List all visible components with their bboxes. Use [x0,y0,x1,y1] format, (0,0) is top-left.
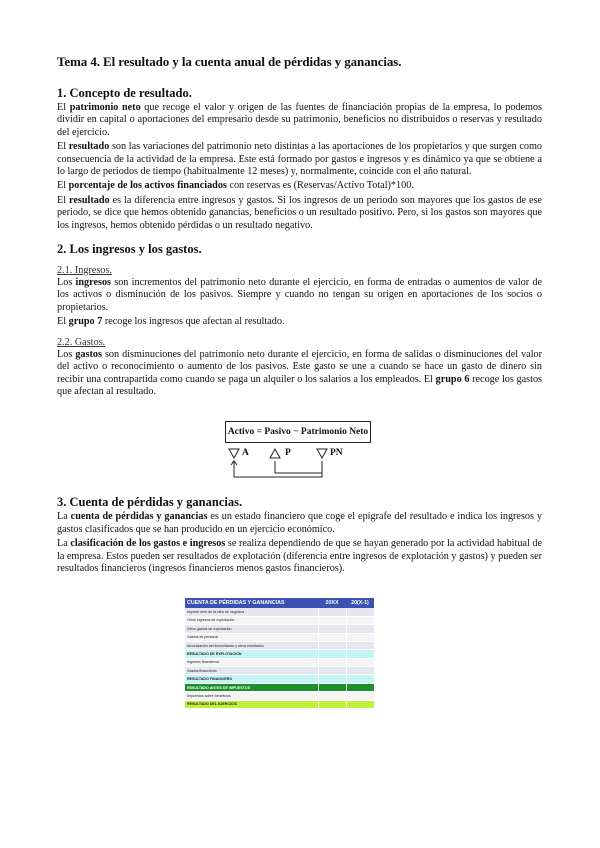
inner-connector-line [275,461,322,473]
subsection-gastos: 2.2. Gastos. [57,336,106,348]
term-resultado: resultado [68,141,110,153]
equity-down-triangle-icon [317,449,327,458]
asset-down-triangle-icon [229,449,239,458]
s1-paragraph-2: El resultado son las variaciones del patrimonio neto distintas a las aportaciones de los propietarios y que surgen como consecuencia de la actividad de la empresa. Este está formado por gastos e ingresos y es dinámico ya que se obtiene a lo largo de periodos de tiempo (habitualmente 12 meses) y, normalmente, coincide con el año natural. [57,141,542,178]
liability-up-triangle-icon [270,449,280,458]
label-patrimonio-neto: PN [330,448,343,459]
profit-loss-table [185,598,374,709]
table-row: Importe neto de la cifra de negocios [185,608,374,616]
section-2-heading: 2. Los ingresos y los gastos. [57,242,202,257]
equation-box: Activo = Pasivo − Patrimonio Neto [225,421,371,443]
term-grupo-7: grupo 7 [68,316,103,328]
s2-paragraph-3: Los gastos son disminuciones del patrimonio neto durante el ejercicio, en forma de salidas o disminuciones del valor del activo o reconocimiento o aumento de los pasivos. Este gasto se une a cuando se hace un gasto de dinero sin recibir una contrapartida como cuando se paga un alquiler o los salarios a los empleados. El grupo 6 recoge los gastos que afectan al resultado. [57,348,543,397]
s3-paragraph-1: La cuenta de pérdidas y ganancias es un estado financiero que coge el epígrafe del resultado e indica los ingresos y gastos clasificados que se han producido en un ejercicio económico. [57,511,542,535]
subsection-ingresos: 2.1. Ingresos. [57,265,112,277]
term-porcentaje: porcentaje de los activos financiados [68,180,227,192]
header-year-current: 20XX [318,598,346,608]
s2-paragraph-2: El grupo 7 recoge los ingresos que afectan al resultado. [57,316,285,328]
s3-paragraph-2: La clasificación de los gastos e ingresos se realiza dependiendo de que se hayan generado por la actividad habitual de la empresa. Estos pueden ser resultados de explotación (diferencia entre ingresos de explotación y gastos) y pueden ser resultados financieros (ingresos financieros menos gastos financieros). [57,538,542,574]
table-header-row [185,598,374,608]
table-row: Otros ingresos de explotación [185,616,374,624]
s1-paragraph-1: El patrimonio neto que recoge el valor y origen de las fuentes de financiación propias de la empresa, lo podemos dividir en capital o aportaciones del empresario desde su patrimonio, beneficios no distribuidos o reservas y resultado del ejercicio. [57,102,542,138]
table-row-subtotal: RESULTADO FINANCIERO [185,675,374,683]
section-1-heading: 1. Concepto de resultado. [57,86,192,100]
term-patrimonio-neto: patrimonio neto [69,102,141,113]
outer-connector-line [234,461,322,477]
term-cuenta-pyg: cuenta de pérdidas y ganancias [70,511,208,523]
s1-paragraph-3: El porcentaje de los activos financiados con reservas es (Reservas/Activo Total)*100. [57,180,414,192]
term-clasificacion: clasificación de los gastos e ingresos [70,538,226,550]
table-row: Otros gastos de explotación [185,625,374,633]
table-row-total: RESULTADO DEL EJERCICIO [185,700,374,708]
section-3-heading: 3. Cuenta de pérdidas y ganancias. [57,495,243,510]
table-row-subtotal: RESULTADO DE EXPLOTACIÓN [185,650,374,658]
s2-paragraph-1: Los ingresos son incrementos del patrimonio neto durante el ejercicio, en forma de entradas o aumentos de valor de los activos o disminución de los pasivos. Siempre y cuando no tengan su origen en aportaciones de los socios o propietarios. [57,277,542,313]
term-resultado-2: resultado [69,194,110,206]
table-row: Ingresos financieros [185,658,374,666]
table-row: Gastos financieros [185,667,374,675]
header-cuenta: CUENTA DE PÉRDIDAS Y GANANCIAS [185,598,318,608]
table-row: Gastos de personal [185,633,374,641]
table-row-subtotal: RESULTADO ANTES DE IMPUESTOS [185,683,374,691]
label-pasivo: P [285,448,291,459]
s1-paragraph-4: El resultado es la diferencia entre ingresos y gastos. Si los ingresos de un periodo son mayores que los gastos de ese periodo, se dice que hemos obtenido ganancias, beneficios o un resultado positivo. Pero, si los gastos son mayores que los ingresos, hemos obtenido pérdidas o un resultado negativo. [57,194,542,231]
header-year-previous: 20(X-1) [346,598,374,608]
term-ingresos: ingresos [75,277,112,289]
term-grupo-6: grupo 6 [435,373,470,385]
document-page [57,54,542,709]
accounting-equation-diagram [225,421,375,483]
label-activo: A [242,448,249,459]
table-row: Impuestos sobre beneficios [185,692,374,700]
table-row: Amortización del inmovilizado y otros resultados [185,641,374,649]
document-title: Tema 4. El resultado y la cuenta anual de pérdidas y ganancias. [57,54,402,69]
term-gastos: gastos [75,348,102,360]
